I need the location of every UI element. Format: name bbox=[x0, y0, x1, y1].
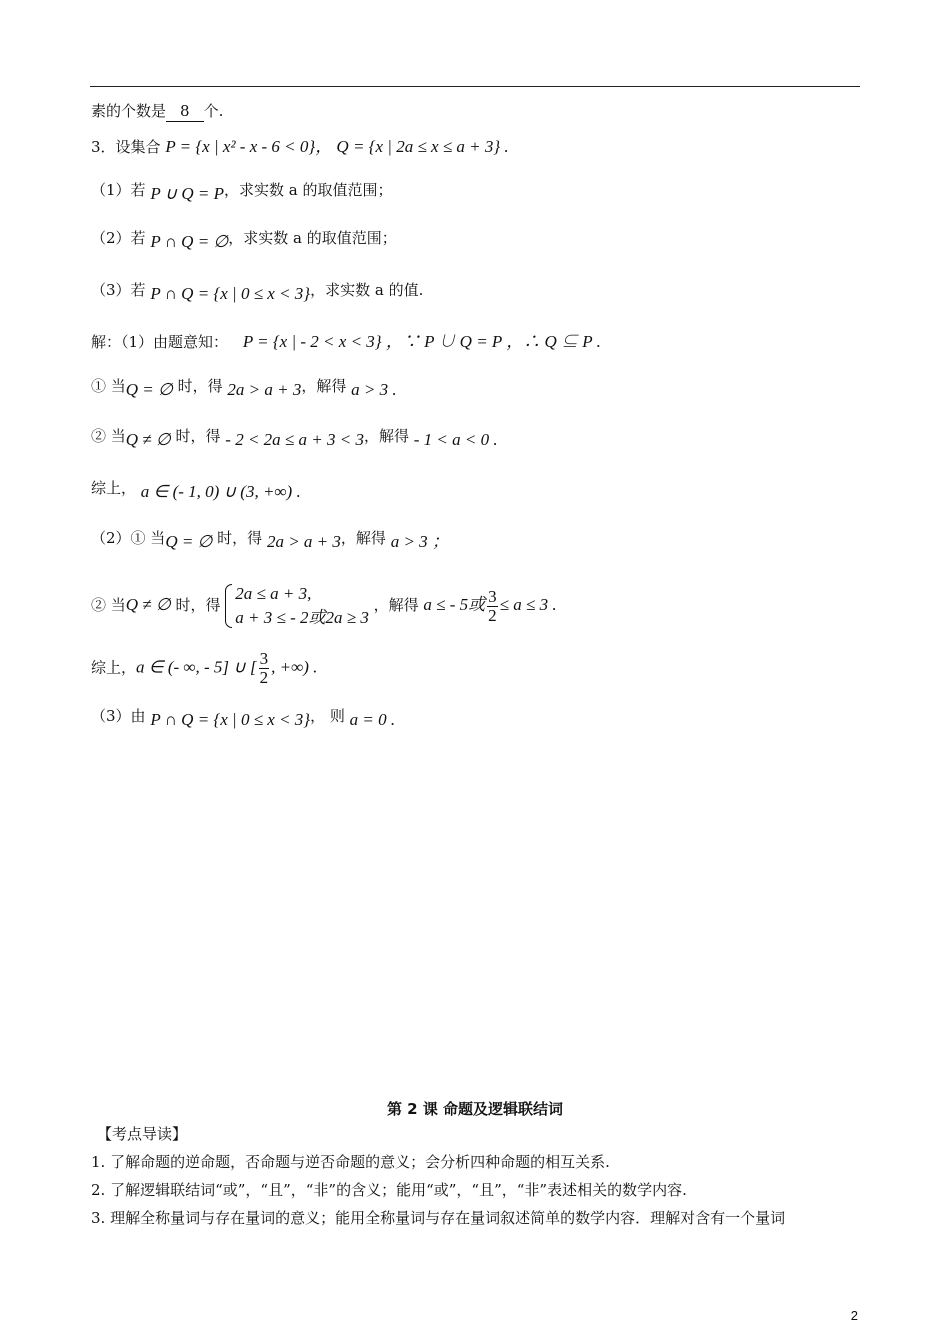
lesson-title: 第 2 课 命题及逻辑联结词 bbox=[386, 1100, 564, 1118]
text: 时，得 bbox=[175, 596, 221, 614]
math-expression: a > 3 . bbox=[351, 380, 397, 399]
math-expression: P ∩ Q = {x | 0 ≤ x < 3} bbox=[150, 710, 311, 729]
fraction-numerator: 3 bbox=[259, 649, 269, 668]
solution-part-3 bbox=[91, 706, 395, 730]
text: ，解得 bbox=[340, 529, 386, 547]
solution-intro bbox=[91, 332, 601, 352]
math-expression: ≤ a ≤ 3 . bbox=[499, 595, 557, 614]
guide-item-1: 1. 了解命题的逆命题，否命题与逆否命题的意义；会分析四种命题的相互关系. bbox=[91, 1153, 610, 1171]
page-number: 2 bbox=[850, 1308, 858, 1323]
math-expression: - 1 < a < 0 . bbox=[413, 430, 498, 449]
text: ① 当 bbox=[91, 377, 126, 395]
text: 个. bbox=[203, 102, 224, 120]
math-expression: P ∩ Q = {x | 0 ≤ x < 3} bbox=[150, 284, 311, 303]
math-expression: - 2 < 2a ≤ a + 3 < 3 bbox=[225, 430, 364, 449]
part-label: （1）若 bbox=[91, 181, 146, 199]
math-expression: 2a > a + 3 bbox=[266, 532, 341, 551]
math-expression: a ≤ - 5或 bbox=[423, 595, 486, 614]
math-expression: , +∞) . bbox=[271, 657, 318, 677]
fraction bbox=[487, 588, 498, 625]
set-q-definition: ， Q = {x | 2a ≤ x ≤ a + 3} . bbox=[315, 137, 509, 156]
text: ，解得 bbox=[363, 427, 409, 445]
math-expression: Q ≠ ∅ bbox=[125, 430, 171, 449]
solution-summary-1 bbox=[91, 478, 301, 502]
math-expression: Q = ∅ bbox=[125, 380, 173, 399]
part-label: （2）若 bbox=[91, 229, 146, 247]
math-expression: a > 3 ； bbox=[390, 532, 449, 551]
text: ，求实数 a 的取值范围； bbox=[223, 181, 393, 199]
fraction-denominator: 2 bbox=[259, 668, 269, 687]
header-rule bbox=[90, 86, 860, 87]
guide-item-2: 2. 了解逻辑联结词“或”，“且”，“非”的含义；能用“或”，“且”，“非”表述相关的数学内容. bbox=[91, 1181, 687, 1199]
solution-summary-2 bbox=[91, 650, 317, 687]
solution-part-2-case-1 bbox=[91, 528, 449, 552]
system-row: a + 3 ≤ - 2或2a ≥ 3 bbox=[235, 608, 369, 627]
line-element-count bbox=[91, 101, 223, 122]
question-label: 3．设集合 bbox=[91, 138, 161, 156]
text: 综上， bbox=[91, 658, 137, 677]
math-expression: P ∪ Q = P bbox=[150, 184, 224, 203]
text: 素的个数是 bbox=[91, 102, 167, 120]
question-3 bbox=[91, 137, 509, 157]
fraction bbox=[259, 650, 270, 687]
set-p-definition: P = {x | x² - x - 6 < 0} bbox=[165, 137, 316, 156]
solution-part-2-case-2 bbox=[91, 582, 557, 630]
guide-item-3: 3. 理解全称量词与存在量词的意义；能用全称量词与存在量词叙述简单的数学内容．理解对含有一个量词 bbox=[91, 1209, 786, 1227]
answer-blank: 8 bbox=[166, 101, 204, 122]
text: ，解得 bbox=[373, 596, 419, 614]
math-expression: Q ≠ ∅ bbox=[125, 595, 171, 614]
math-expression: Q = ∅ bbox=[165, 532, 213, 551]
fraction-numerator: 3 bbox=[488, 586, 497, 606]
system-row: 2a ≤ a + 3, bbox=[235, 584, 312, 603]
text: ，求实数 a 的值. bbox=[310, 281, 424, 299]
math-expression: a ∈ (- ∞, - 5] ∪ [ bbox=[136, 657, 257, 677]
math-expression: a = 0 . bbox=[349, 710, 396, 729]
math-expression: P = {x | - 2 < x < 3} ，∵ P ∪ Q = P ，∴ Q ⊆ P . bbox=[242, 332, 601, 351]
inequality-system bbox=[225, 582, 369, 630]
text: （3）由 bbox=[91, 707, 146, 725]
solution-label: 解：（1）由题意知： bbox=[91, 333, 229, 351]
text: ， 则 bbox=[310, 707, 345, 725]
text: 时，得 bbox=[175, 427, 221, 445]
text: ② 当 bbox=[91, 427, 126, 445]
fraction-denominator: 2 bbox=[488, 605, 497, 625]
guide-heading: 【考点导读】 bbox=[97, 1125, 188, 1143]
math-expression: 2a > a + 3 bbox=[227, 380, 302, 399]
text: ，求实数 a 的取值范围； bbox=[228, 229, 397, 247]
math-expression: P ∩ Q = ∅ bbox=[150, 232, 229, 251]
solution-case-2 bbox=[91, 426, 498, 450]
math-expression: a ∈ (- 1, 0) ∪ (3, +∞) . bbox=[140, 482, 301, 501]
text: ② 当 bbox=[91, 596, 126, 614]
text: ，解得 bbox=[301, 377, 347, 395]
solution-case-1 bbox=[91, 376, 397, 400]
text: （2）① 当 bbox=[91, 529, 166, 547]
text: 时，得 bbox=[177, 377, 223, 395]
question-3-part-2 bbox=[91, 228, 397, 252]
question-3-part-1 bbox=[91, 180, 392, 204]
part-label: （3）若 bbox=[91, 281, 146, 299]
text: 时，得 bbox=[217, 529, 263, 547]
text: 综上， bbox=[91, 479, 137, 497]
question-3-part-3 bbox=[91, 280, 423, 304]
